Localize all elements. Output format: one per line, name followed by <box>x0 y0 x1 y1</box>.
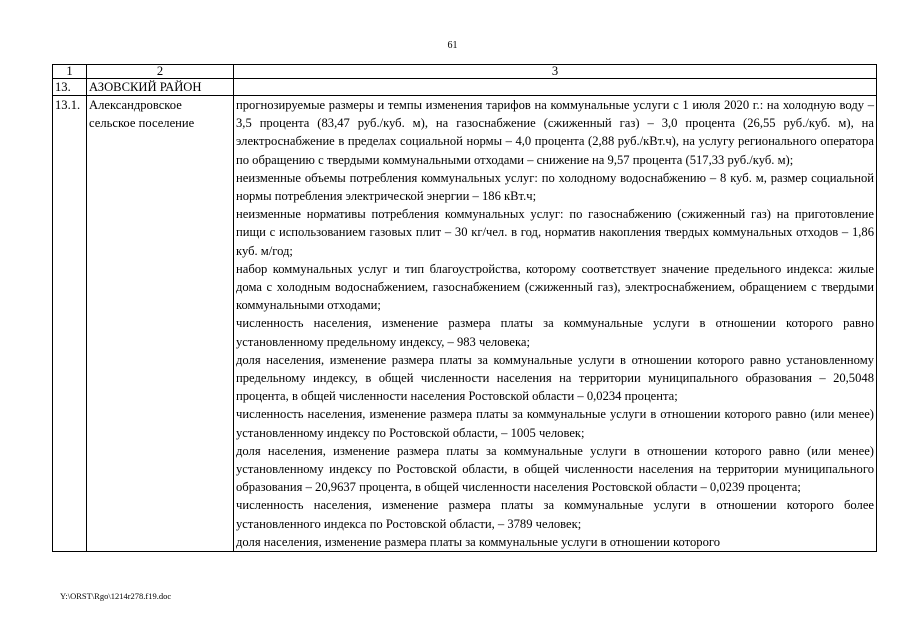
section-empty-cell <box>234 79 877 96</box>
row-number: 13.1. <box>53 96 87 552</box>
paragraph-share-equal: доля населения, изменение размера платы за коммунальные услуги в отношении которого равно установленному предельному индексу, в общей численности населения на территории муниципального образования – 20,5048 процента, в общей численности населения Ростовской области – 0,0234 процента; <box>236 352 874 404</box>
section-title: АЗОВСКИЙ РАЙОН <box>87 79 234 96</box>
paragraph-share-le: доля населения, изменение размера платы за коммунальные услуги в отношении которого равно (или менее) установленному индексу по Ростовской области, в общей численности населения на территории муниципального образования – 20,9637 процента, в общей численности населения Ростовской области – 0,0239 процента; <box>236 443 874 495</box>
row-description <box>234 96 877 552</box>
table-viewport <box>52 64 878 582</box>
paragraph-population-le: численность населения, изменение размера платы за коммунальные услуги в отношении которого равно (или менее) установленному индексу по Ростовской области, – 1005 человек; <box>236 407 874 440</box>
paragraph-volumes: неизменные объемы потребления коммунальных услуг: по холодному водоснабжению – 8 куб. м, размер социальной нормы потребления электрической энергии – 186 кВт.ч; <box>236 170 874 204</box>
section-row <box>53 79 877 96</box>
paragraph-population-equal: численность населения, изменение размера платы за коммунальные услуги в отношении которого равно установленному предельному индексу, – 983 человека; <box>236 316 874 349</box>
document-table <box>52 64 877 552</box>
paragraph-share-gt: доля населения, изменение размера платы за коммунальные услуги в отношении которого <box>236 534 721 549</box>
page-number: 61 <box>447 40 458 51</box>
file-path-footer: Y:\ORST\Rgo\1214r278.f19.doc <box>60 591 172 601</box>
paragraph-norms: неизменные нормативы потребления коммунальных услуг: по газоснабжению (сжиженный газ) на приготовление пищи с использованием газовых плит – 30 кг/чел. в год, норматив накопления твердых коммунальных отходов – 1,86 куб. м/год; <box>236 207 874 258</box>
table-header-row <box>53 65 877 79</box>
paragraph-tariffs: прогнозируемые размеры и темпы изменения тарифов на коммунальные услуги с 1 июля 2020 г.: на холодную воду – 3,5 процента (83,47 руб./куб. м), на газоснабжение (сжиженный газ) – 3,0 процента (26,55 руб./куб. м), на электроснабжение в пределах социальной нормы – 4,0 процента (2,88 руб./кВт.ч), на услугу регионального оператора по обращению с твердыми коммунальными отходами – снижение на 9,57 процента (517,33 руб./куб. м); <box>236 98 874 167</box>
paragraph-population-gt: численность населения, изменение размера платы за коммунальные услуги в отношении которого более установленного индекса по Ростовской области, – 3789 человек; <box>236 498 874 531</box>
header-col-2: 2 <box>87 65 234 79</box>
table-row <box>53 96 877 552</box>
section-number: 13. <box>53 79 87 96</box>
header-col-3: 3 <box>234 65 877 79</box>
paragraph-service-set: набор коммунальных услуг и тип благоустройства, которому соответствует значение предельного индекса: жилые дома с холодным водоснабжением, газоснабжением (сжиженный газ), электроснабжением, обращением с твердыми коммунальными отходами; <box>236 261 874 313</box>
settlement-name: Александровское сельское поселение <box>87 96 234 552</box>
header-col-1: 1 <box>53 65 87 79</box>
